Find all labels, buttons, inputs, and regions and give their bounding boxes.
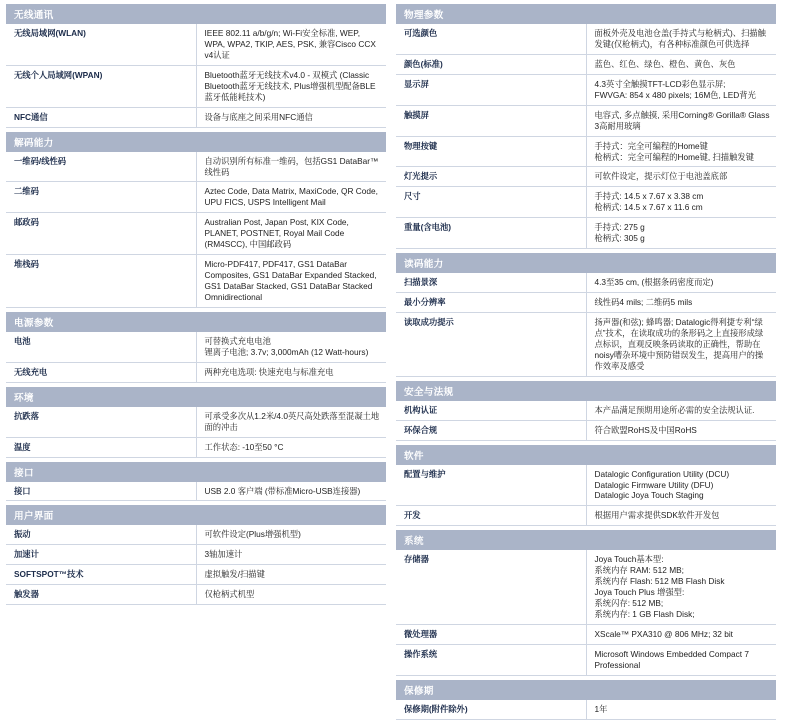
section-header-row — [6, 4, 386, 24]
spec-row — [6, 332, 386, 362]
spec-row — [6, 525, 386, 544]
spec-row — [396, 187, 776, 218]
spec-label: 显示屏 — [396, 74, 586, 105]
spec-row — [396, 54, 776, 74]
spec-row — [6, 24, 386, 65]
spec-row — [396, 550, 776, 624]
spec-value: USB 2.0 客户端 (带标准Micro-USB连接器) — [196, 482, 386, 501]
spec-label: 二维码 — [6, 182, 196, 213]
spec-label: 机构认证 — [396, 401, 586, 420]
section-title: 读码能力 — [396, 253, 776, 273]
spec-label: 尺寸 — [396, 187, 586, 218]
spec-row — [6, 585, 386, 605]
section-header-row — [6, 505, 386, 525]
spec-value: 1年 — [586, 700, 776, 719]
spec-row — [396, 218, 776, 249]
section-title: 安全与法规 — [396, 381, 776, 401]
spec-table — [6, 505, 386, 605]
spec-value: 可替换式充电电池 锂离子电池; 3.7v; 3,000mAh (12 Watt-hours) — [196, 332, 386, 362]
section-title: 电源参数 — [6, 312, 386, 332]
spec-row — [396, 136, 776, 167]
spec-row — [6, 182, 386, 213]
spec-value: 电容式, 多点触摸, 采用Corning® Gorilla® Glass 3高耐用玻璃 — [586, 105, 776, 136]
spec-label: 触发器 — [6, 585, 196, 605]
spec-label: 配置与维护 — [396, 465, 586, 506]
spec-label: 可选颜色 — [396, 24, 586, 54]
spec-value: Joya Touch基本型: 系统内存 RAM: 512 MB; 系统内存 Flash: 512 MB Flash Disk Joya Touch Plus 增强型: 系统闪存: 512 MB; 系统内存: 1 GB Flash Disk; — [586, 550, 776, 624]
spec-label: 无线充电 — [6, 362, 196, 382]
spec-value: 线性码4 mils; 二维码5 mils — [586, 293, 776, 313]
spec-label: 操作系统 — [396, 644, 586, 675]
spec-value: 手持式: 14.5 x 7.67 x 3.38 cm 枪柄式: 14.5 x 7.67 x 11.6 cm — [586, 187, 776, 218]
spec-table — [396, 530, 776, 675]
spec-label: 扫描景深 — [396, 273, 586, 292]
spec-label: 接口 — [6, 482, 196, 501]
spec-row — [6, 407, 386, 437]
spec-row — [396, 273, 776, 292]
section-title: 解码能力 — [6, 132, 386, 152]
spec-row — [396, 506, 776, 526]
section-title: 软件 — [396, 445, 776, 465]
spec-value: Microsoft Windows Embedded Compact 7 Professional — [586, 644, 776, 675]
spec-label: 无线局域网(WLAN) — [6, 24, 196, 65]
spec-label: 触摸屏 — [396, 105, 586, 136]
spec-value: Australian Post, Japan Post, KIX Code, PLANET, POSTNET, Royal Mail Code (RM4SCC), 中国邮政码 — [196, 213, 386, 255]
spec-row — [396, 624, 776, 644]
spec-label: 微处理器 — [396, 624, 586, 644]
spec-row — [6, 255, 386, 308]
right-spec-column — [396, 4, 776, 714]
spec-row — [396, 293, 776, 313]
spec-value: 手持式: 275 g 枪柄式: 305 g — [586, 218, 776, 249]
spec-label: 堆栈码 — [6, 255, 196, 308]
spec-table — [6, 387, 386, 458]
spec-table — [6, 312, 386, 383]
spec-row — [6, 545, 386, 565]
spec-value: 可软件设定，提示灯位于电池盖底部 — [586, 167, 776, 187]
spec-value: 4.3英寸全触摸TFT-LCD彩色显示屏; FWVGA: 854 x 480 pixels; 16M色, LED背光 — [586, 74, 776, 105]
section-header-row — [396, 445, 776, 465]
spec-value: Micro-PDF417, PDF417, GS1 DataBar Composites, GS1 DataBar Expanded Stacked, GS1 DataBar Stacked, GS1 DataBar Stacked Omnidirectional — [196, 255, 386, 308]
spec-value: 工作状态: -10至50 °C — [196, 437, 386, 457]
spec-row — [396, 644, 776, 675]
section-title: 系统 — [396, 530, 776, 550]
section-spacer — [396, 720, 776, 724]
spec-row — [6, 152, 386, 182]
spec-value: 面板外壳及电池仓盖(手持式与枪柄式)、扫描触发键(仅枪柄式)，有各种标准颜色可供选择 — [586, 24, 776, 54]
spec-table — [6, 4, 386, 128]
spec-row — [396, 105, 776, 136]
spec-value: XScale™ PXA310 @ 806 MHz; 32 bit — [586, 624, 776, 644]
section-header-row — [6, 462, 386, 482]
spec-label: NFC通信 — [6, 107, 196, 127]
spec-row — [396, 167, 776, 187]
section-title: 保修期 — [396, 680, 776, 700]
section-title: 无线通讯 — [6, 4, 386, 24]
spec-row — [396, 313, 776, 377]
section-title: 接口 — [6, 462, 386, 482]
section-header-row — [6, 132, 386, 152]
spec-value: 符合欧盟RoHS及中国RoHS — [586, 420, 776, 440]
section-header-row — [396, 4, 776, 24]
spec-label: 开发 — [396, 506, 586, 526]
spec-label: 电池 — [6, 332, 196, 362]
spec-table — [6, 132, 386, 308]
spec-table — [396, 4, 776, 249]
spec-label: 保修期(附件除外) — [396, 700, 586, 719]
spec-value: 蓝色、红色、绿色、橙色、黄色、灰色 — [586, 54, 776, 74]
spec-value: 仅枪柄式机型 — [196, 585, 386, 605]
spec-table — [396, 253, 776, 377]
spec-value: 设备与底座之间采用NFC通信 — [196, 107, 386, 127]
spec-label: 温度 — [6, 437, 196, 457]
spec-value: 虚拟触发/扫描键 — [196, 565, 386, 585]
section-header-row — [6, 312, 386, 332]
spec-row — [6, 65, 386, 107]
left-spec-column — [6, 4, 386, 678]
spec-label: 加速计 — [6, 545, 196, 565]
spec-value: 扬声器(和弦); 蜂鸣器; Datalogic得利捷专利“绿点”技术，在读取成功的条形码之上直接形成绿点标识，直观反映条码读取的正确性，帮助在noisy嘈杂环境中预防错误发生，提高用户的操作效率及感受 — [586, 313, 776, 377]
spec-value: Datalogic Configuration Utility (DCU) Datalogic Firmware Utility (DFU) Datalogic Joya Touch Staging — [586, 465, 776, 506]
spec-label: 灯光提示 — [396, 167, 586, 187]
spec-row — [396, 74, 776, 105]
section-title: 环境 — [6, 387, 386, 407]
spec-row — [396, 420, 776, 440]
spec-label: 一维码/线性码 — [6, 152, 196, 182]
spec-table — [6, 462, 386, 502]
section-title: 物理参数 — [396, 4, 776, 24]
spec-value: 可软件设定(Plus增强机型) — [196, 525, 386, 544]
section-header-row — [396, 680, 776, 700]
section-header-row — [396, 253, 776, 273]
spec-table — [396, 381, 776, 441]
spec-row — [396, 401, 776, 420]
spec-value: 根据用户需求提供SDK软件开发包 — [586, 506, 776, 526]
spec-row — [6, 565, 386, 585]
section-header-row — [396, 381, 776, 401]
section-header-row — [6, 387, 386, 407]
spec-row — [396, 700, 776, 719]
spec-value: 两种充电选项: 快速充电与标准充电 — [196, 362, 386, 382]
spec-label: 物理按键 — [396, 136, 586, 167]
spec-label: 邮政码 — [6, 213, 196, 255]
spec-label: 最小分辨率 — [396, 293, 586, 313]
spec-value: 自动识别所有标准一维码，包括GS1 DataBar™线性码 — [196, 152, 386, 182]
spec-value: 可承受多次从1.2米/4.0英尺高处跌落至混凝土地面的冲击 — [196, 407, 386, 437]
spec-value: 手持式：完全可编程的Home键 枪柄式：完全可编程的Home键, 扫描触发键 — [586, 136, 776, 167]
spec-label: 无线个人局域网(WPAN) — [6, 65, 196, 107]
spec-value: 本产品满足预期用途所必需的安全法规认证. — [586, 401, 776, 420]
spec-row — [6, 213, 386, 255]
spec-row — [396, 24, 776, 54]
spec-label: 存储器 — [396, 550, 586, 624]
spec-label: 颜色(标准) — [396, 54, 586, 74]
spec-label: 重量(含电池) — [396, 218, 586, 249]
spec-label: SOFTSPOT™技术 — [6, 565, 196, 585]
spec-label: 抗跌落 — [6, 407, 196, 437]
spec-row — [6, 437, 386, 457]
spec-value: 3轴加速计 — [196, 545, 386, 565]
section-spacer — [6, 605, 386, 609]
spec-row — [6, 362, 386, 382]
spec-table — [396, 680, 776, 720]
spec-label: 读取成功提示 — [396, 313, 586, 377]
spec-row — [6, 107, 386, 127]
section-title: 用户界面 — [6, 505, 386, 525]
spec-value: 4.3至35 cm, (根据条码密度而定) — [586, 273, 776, 292]
spec-label: 振动 — [6, 525, 196, 544]
spec-table — [396, 445, 776, 527]
spec-value: Bluetooth蓝牙无线技术v4.0 - 双模式 (Classic Bluetooth蓝牙无线技术, Plus增强机型配备BLE蓝牙低能耗技术) — [196, 65, 386, 107]
section-header-row — [396, 530, 776, 550]
spec-value: Aztec Code, Data Matrix, MaxiCode, QR Code, UPU FICS, USPS Intelligent Mail — [196, 182, 386, 213]
spec-row — [396, 465, 776, 506]
spec-value: IEEE 802.11 a/b/g/n; Wi-Fi安全标准, WEP, WPA, WPA2, TKIP, AES, PSK, 兼容Cisco CCX v4认证 — [196, 24, 386, 65]
spec-label: 环保合规 — [396, 420, 586, 440]
spec-row — [6, 482, 386, 501]
